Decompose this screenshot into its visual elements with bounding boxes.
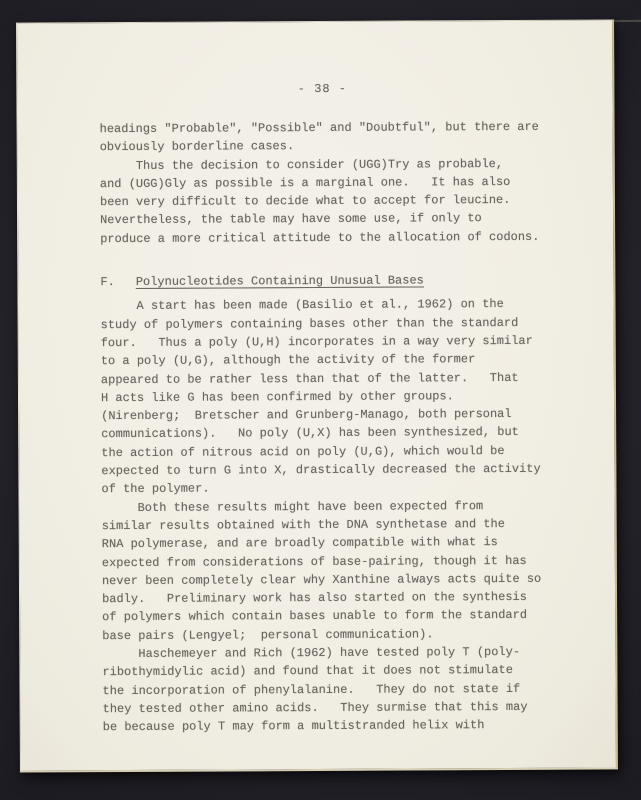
page-number: - 38 - — [297, 81, 348, 97]
section-heading — [100, 271, 546, 292]
page-content — [17, 79, 568, 737]
section-letter: F. — [100, 275, 115, 290]
body-text-block-1: headings "Probable", "Possible" and "Doubtful", but there are obviously borderline cases. Thus the decision to consider (UGG)Try as probable, and (UGG)Gly as possible is a marginal one. It has also been very difficult to decide what to accept for leucine. Nevertheless, the table may have some use, if only to produce a more critical attitude to the allocation of codons. — [99, 119, 540, 246]
body-text-block-2: A start has been made (Basilio et al., 1962) on the study of polymers containing bases other than the standard four. Thus a poly (U,H) incorporates in a way very similar to a poly (U,G), although the activity of the former appeared to be rather less than that of the latter. That H acts like G has been confirmed by other groups. (Nirenberg; Bretscher and Grunberg-Manago, both personal communications). No poly (U,X) has been synthesized, but the action of nitrous acid on poly (U,G), which would be expected to turn G into X, drastically decreased the activity of the polymer. Both these results might have been expected from similar results obtained with the DNA synthetase and the RNA polymerase, and are broadly compatible with what is expected from considerations of base-pairing, though it has never been completely clear why Xanthine always acts quite so badly. Preliminary work has also started on the synthesis of polymers which contain bases unable to form the standard base pairs (Lengyel; personal communication). Haschemeyer and Rich (1962) have tested poly T (poly- ribothymidylic acid) and found that it does not stimulate the incorporation of phenylalanine. They do not state if they tested other amino acids. They surmise that this may be because poly T may form a multistranded helix with — [100, 297, 542, 735]
section-title: Polynucleotides Containing Unusual Bases — [135, 273, 424, 290]
document-page — [16, 19, 618, 772]
